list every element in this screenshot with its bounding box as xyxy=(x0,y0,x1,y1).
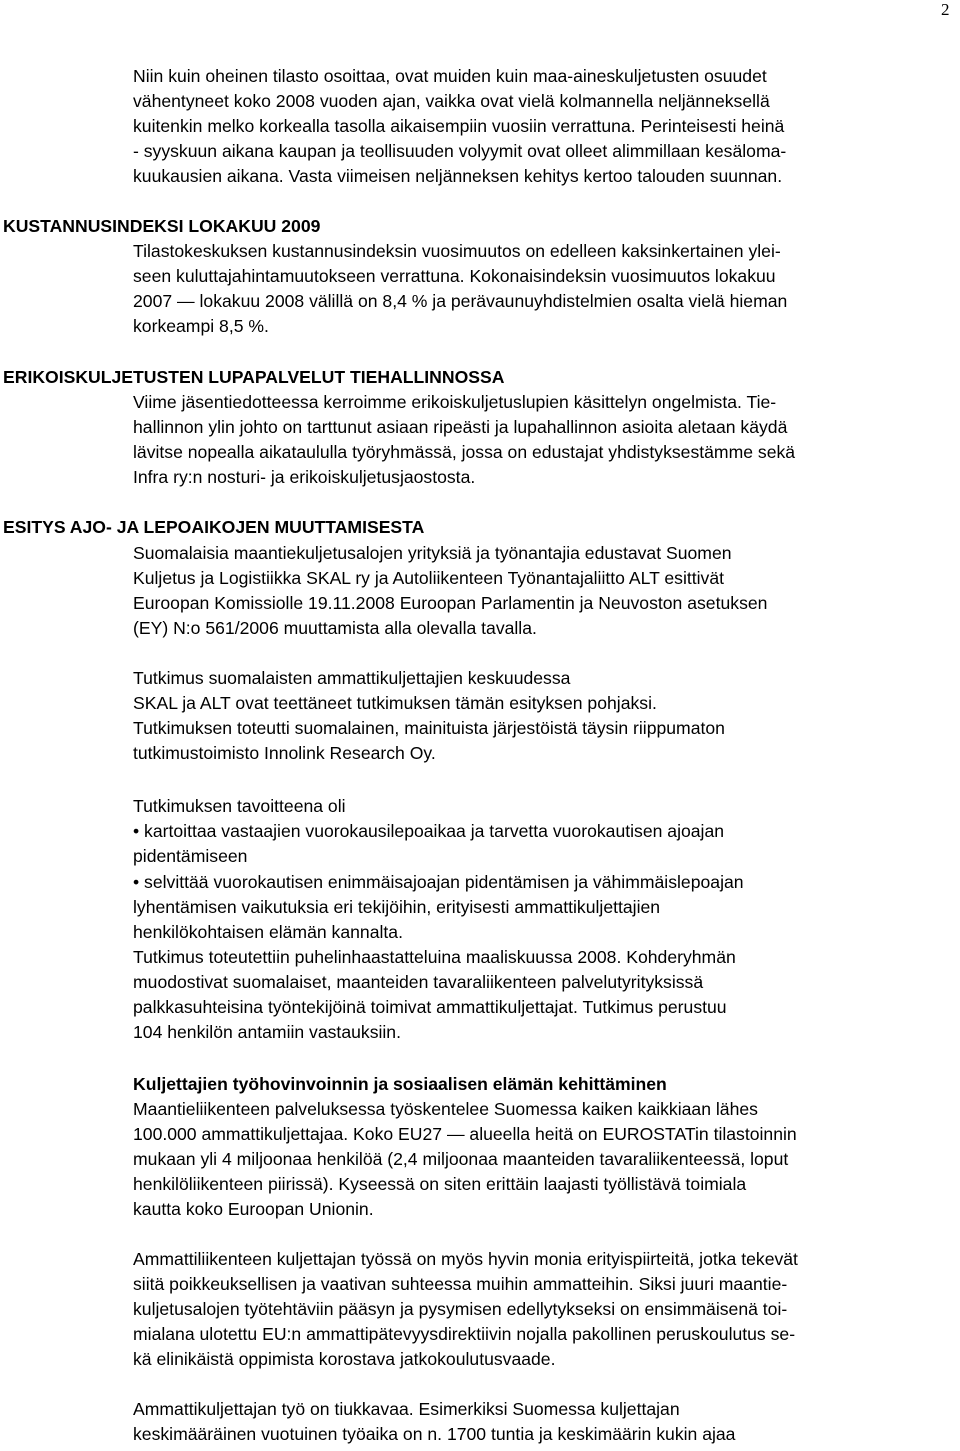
page-number: 2 xyxy=(941,0,950,19)
section-line: mukaan yli 4 miljoonaa henkilöä (2,4 miljoonaa maanteiden tavaraliikenteessä, loput xyxy=(133,1149,789,1169)
section-line: 2007 — lokakuu 2008 välillä on 8,4 % ja perävaunuyhdistelmien osalta vielä hieman xyxy=(133,291,788,311)
bullet-item: • selvittää vuorokautisen enimmäisajoajan pidentämisen ja vähimmäislepoajan xyxy=(133,872,744,892)
bullet-item: • kartoittaa vastaajien vuorokausilepoaikaa ja tarvetta vuorokautisen ajoajan xyxy=(133,821,725,841)
section-line: Suomalaisia maantiekuljetusalojen yrityksiä ja työnantajia edustavat Suomen xyxy=(133,543,732,563)
section-line: Tutkimuksen toteutti suomalainen, mainituista järjestöistä täysin riippumaton xyxy=(133,718,725,738)
section-line: lyhentämisen vaikutuksia eri tekijöihin, erityisesti ammattikuljettajien xyxy=(133,897,661,917)
section-heading: Kuljettajien työhovinvoinnin ja sosiaalisen elämän kehittäminen xyxy=(133,1074,667,1094)
section-line: Kuljetus ja Logistiikka SKAL ry ja Autoliikenteen Työnantajaliitto ALT esittivät xyxy=(133,568,725,588)
section-line: Infra ry:n nosturi- ja erikoiskuljetusjaostosta. xyxy=(133,467,476,487)
intro-line: Niin kuin oheinen tilasto osoittaa, ovat muiden kuin maa-aineskuljetusten osuudet xyxy=(133,66,767,86)
section-line: Tutkimus suomalaisten ammattikuljettajien keskuudessa xyxy=(133,668,571,688)
section-line: Viime jäsentiedotteessa kerroimme erikoiskuljetuslupien käsittelyn ongelmista. Tie- xyxy=(133,392,777,412)
section-line: SKAL ja ALT ovat teettäneet tutkimuksen tämän esityksen pohjaksi. xyxy=(133,693,657,713)
section-line: henkilöliikenteen piirissä). Kyseessä on siten erittäin laajasti työllistävä toimiala xyxy=(133,1174,747,1194)
section-line: kä elinikäistä oppimista korostava jatkokoulutusvaade. xyxy=(133,1349,556,1369)
section-line: 104 henkilön antamiin vastauksiin. xyxy=(133,1022,401,1042)
section-line: siitä poikkeuksellisen ja vaativan suhteessa muihin ammatteihin. Siksi juuri maantie- xyxy=(133,1274,788,1294)
section-heading: ERIKOISKULJETUSTEN LUPAPALVELUT TIEHALLINNOSSA xyxy=(3,367,505,387)
section-line: mialana ulotettu EU:n ammattipätevyysdirektiivin nojalla pakollinen peruskoulutus se- xyxy=(133,1324,796,1344)
section-line: Tutkimus toteutettiin puhelinhaastatteluina maaliskuussa 2008. Kohderyhmän xyxy=(133,947,736,967)
section-line: (EY) N:o 561/2006 muuttamista alla olevalla tavalla. xyxy=(133,618,537,638)
section-line: lävitse nopealla aikataululla työryhmässä, jossa on edustajat yhdistyksestämme sekä xyxy=(133,442,796,462)
section-line: Maantieliikenteen palveluksessa työskentelee Suomessa kaiken kaikkiaan lähes xyxy=(133,1099,758,1119)
intro-line: kuitenkin melko korkealla tasolla aikaisempiin vuosiin verrattuna. Perinteisesti heinä xyxy=(133,116,785,136)
section-line: Ammattikuljettajan työ on tiukkavaa. Esimerkiksi Suomessa kuljettajan xyxy=(133,1399,680,1419)
section-line: korkeampi 8,5 %. xyxy=(133,316,269,336)
intro-line: - syyskuun aikana kaupan ja teollisuuden volyymit ovat olleet alimmillaan kesäloma- xyxy=(133,141,787,161)
section-line: 100.000 ammattikuljettajaa. Koko EU27 — alueella heitä on EUROSTATin tilastoinnin xyxy=(133,1124,797,1144)
section-heading: KUSTANNUSINDEKSI LOKAKUU 2009 xyxy=(3,216,321,236)
section-line: henkilökohtaisen elämän kannalta. xyxy=(133,922,403,942)
section-line: Euroopan Komissiolle 19.11.2008 Euroopan Parlamentin ja Neuvoston asetuksen xyxy=(133,593,768,613)
section-line: pidentämiseen xyxy=(133,846,248,866)
section-line: kautta koko Euroopan Unionin. xyxy=(133,1199,374,1219)
section-heading: ESITYS AJO- JA LEPOAIKOJEN MUUTTAMISESTA xyxy=(3,517,425,537)
section-line: kuljetusalojen työtehtäviin pääsyn ja pysymisen edellytykseksi on ensimmäisenä toi- xyxy=(133,1299,788,1319)
section-line: keskimääräinen vuotuinen työaika on n. 1700 tuntia ja keskimäärin kukin ajaa xyxy=(133,1424,736,1444)
section-line: muodostivat suomalaiset, maanteiden tavaraliikenteen palvelutyrityksissä xyxy=(133,972,704,992)
section-line: Ammattiliikenteen kuljettajan työssä on myös hyvin monia erityispiirteitä, jotka tekevät xyxy=(133,1249,798,1269)
section-line: palkkasuhteisina työntekijöinä toimivat ammattikuljettajat. Tutkimus perustuu xyxy=(133,997,727,1017)
section-line: tutkimustoimisto Innolink Research Oy. xyxy=(133,743,436,763)
intro-line: vähentyneet koko 2008 vuoden ajan, vaikka ovat vielä kolmannella neljänneksellä xyxy=(133,91,770,111)
intro-line: kuukausien aikana. Vasta viimeisen neljänneksen kehitys kertoo talouden suunnan. xyxy=(133,166,783,186)
section-line: Tilastokeskuksen kustannusindeksin vuosimuutos on edelleen kaksinkertainen ylei- xyxy=(133,241,781,261)
section-line: seen kuluttajahintamuutokseen verrattuna. Kokonaisindeksin vuosimuutos lokakuu xyxy=(133,266,776,286)
section-line: hallinnon ylin johto on tarttunut asiaan ripeästi ja lupahallinnon asioita aletaan käydä xyxy=(133,417,788,437)
section-line: Tutkimuksen tavoitteena oli xyxy=(133,796,346,816)
